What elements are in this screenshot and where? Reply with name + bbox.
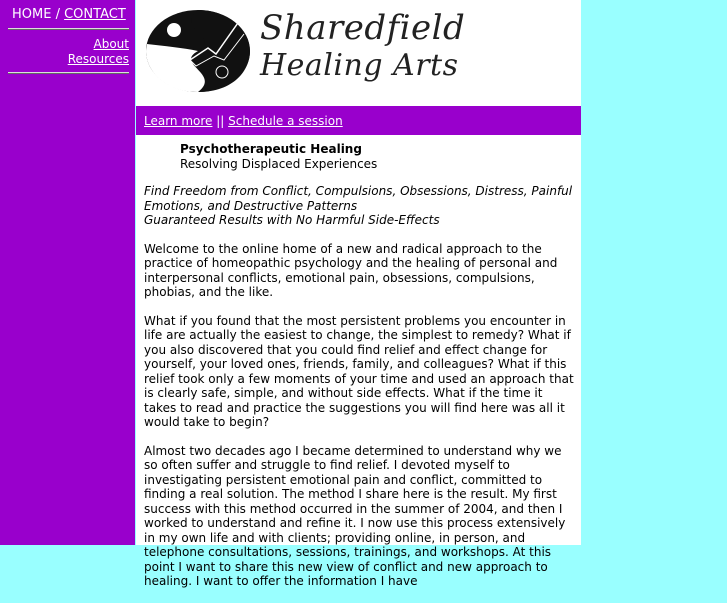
logo-wordmark: Sharedfield (260, 8, 466, 48)
resources-link[interactable]: Resources (67, 52, 129, 66)
logo-wordmark-sub: Healing Arts (260, 48, 459, 83)
top-nav (0, 7, 135, 22)
yin-yang-logo-icon (144, 8, 252, 94)
intro-paragraph: Welcome to the online home of a new and radical approach to the practice of homeopathic psychology and the healing of personal and interpersonal conflicts, emotional pain, obsessions, compulsions, phobias, and the like. (144, 241, 558, 299)
about-link[interactable]: About (93, 37, 129, 51)
schedule-session-link[interactable]: Schedule a session (228, 114, 343, 128)
learn-more-link[interactable]: Learn more (144, 114, 213, 128)
heading-block (144, 142, 574, 171)
sidebar-subnav (68, 37, 129, 67)
page-subtitle: Resolving Displaced Experiences (180, 156, 378, 171)
body-paragraph: Almost two decades ago I became determined to understand why we so often suffer and struggle to find relief. I devoted myself to investigating persistent emotional pain and conflict, committed to finding a real solution. The method I share here is the result. My first success with this method occurred in the summer of 2004, and then I worked to understand and refine it. I now use this process extensively in my own life and with clients; providing online, in person, and telephone consultations, sessions, trainings, and workshops. At this point I want to share this new view of conflict and new approach to healing. I want to offer the information I have (144, 443, 566, 588)
page-content (144, 142, 574, 603)
home-link[interactable]: HOME (12, 7, 52, 22)
body-paragraph: What if you found that the most persistent problems you encounter in life are actually the easiest to change, the simplest to remedy? What if you also discovered that you could find relief and effect change for yourself, your loved ones, friends, family, and colleagues? What if this relief took only a few moments of your time and used an approach that is clearly safe, simple, and without side effects. What if the time it takes to read and practice the suggestions you will find here was all it would take to begin? (144, 313, 574, 429)
site-header (136, 0, 581, 106)
tagline-line: Guaranteed Results with No Harmful Side-Effects (144, 213, 440, 227)
link-separator: || (212, 114, 229, 128)
nav-separator: / (51, 7, 65, 22)
contact-link[interactable]: CONTACT (64, 7, 126, 22)
page-title: Psychotherapeutic Healing (180, 142, 362, 156)
main-column (136, 0, 581, 588)
tagline-line: Find Freedom from Conflict, Compulsions, Obsessions, Distress, Painful Emotions, and Destructive Patterns (144, 184, 573, 213)
sidebar-divider (8, 28, 129, 30)
link-bar (136, 106, 581, 135)
sidebar (0, 0, 135, 545)
tagline (144, 184, 574, 228)
sidebar-divider (8, 72, 129, 74)
